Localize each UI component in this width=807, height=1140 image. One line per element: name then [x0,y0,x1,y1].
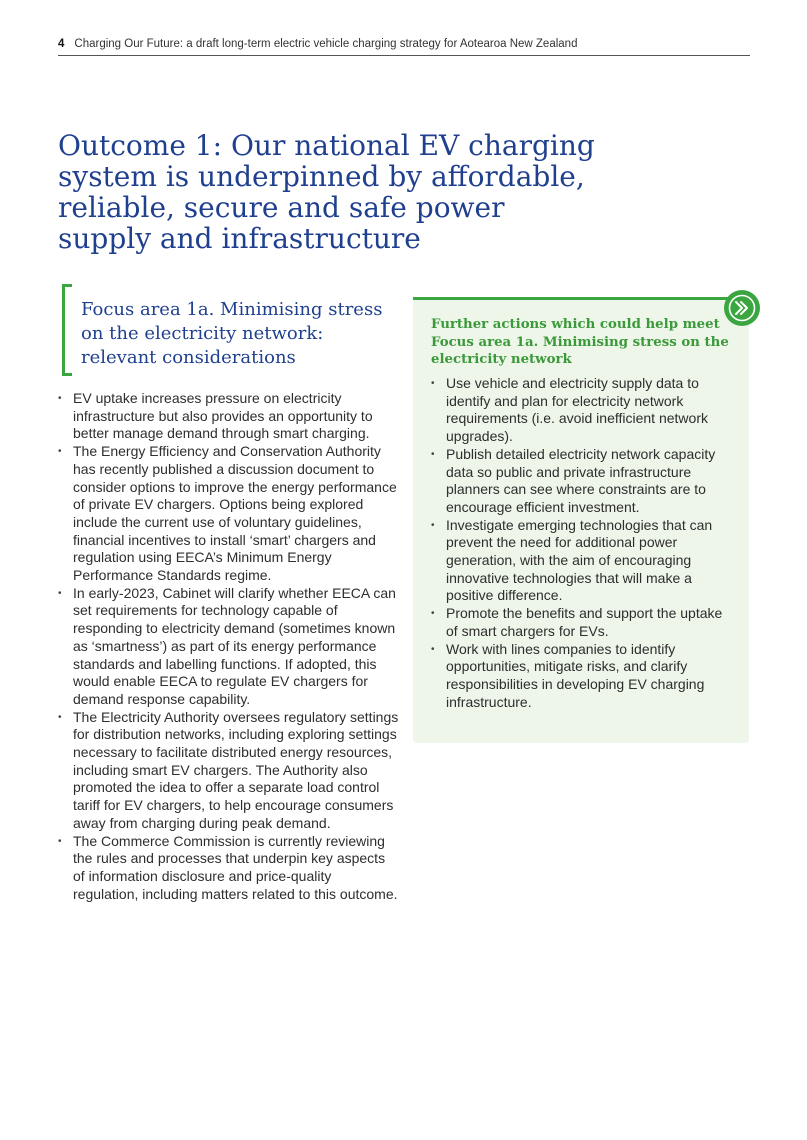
focus-area-heading: Focus area 1a. Minimising stress on the electricity network: relevant considerations [81,299,383,368]
list-item: • In early-2023, Cabinet will clarify whether EECA can set requirements for technology capable of responding to electricity demand (sometimes known as ‘smartness’) as part of its energy performance standards and labelling functions. If adopted, this would enable EECA to regulate EV chargers for demand response capability. [58,585,400,709]
list-item: • Publish detailed electricity network capacity data so public and private infrastructure planners can see where constraints are to encourage efficient investment. [431,446,736,517]
further-actions-heading: Further actions which could help meet Focus area 1a. Minimising stress on the electricity network [431,317,729,367]
page-number: 4 [58,38,65,50]
further-actions-list [431,375,736,711]
list-item: • Promote the benefits and support the uptake of smart chargers for EVs. [431,605,736,640]
list-item: • EV uptake increases pressure on electricity infrastructure but also provides an opportunity to better manage demand through smart charging. [58,390,400,443]
list-item: • Investigate emerging technologies that can prevent the need for additional power generation, with the aim of encouraging innovative technologies that will make a positive difference. [431,517,736,606]
running-title: Charging Our Future: a draft long-term electric vehicle charging strategy for Aotearoa New Zealand [74,38,578,50]
focus-bracket [62,284,72,376]
list-item: • Use vehicle and electricity supply data to identify and plan for electricity network requirements (i.e. avoid inefficient network upgrades). [431,375,736,446]
considerations-list [58,390,400,903]
list-item: • The Commerce Commission is currently reviewing the rules and processes that underpin key aspects of information disclosure and price-quality regulation, including matters related to this outcome. [58,833,400,904]
page-title: Outcome 1: Our national EV charging system is underpinned by affordable, reliable, secure and safe power supply and infrastructure [58,129,595,255]
list-item: • The Energy Efficiency and Conservation Authority has recently published a discussion document to consider options to improve the energy performance of private EV chargers. Options being explored include the current use of voluntary guidelines, financial incentives to install ‘smart’ chargers and regulation using EECA’s Minimum Energy Performance Standards regime. [58,443,400,585]
list-item: • The Electricity Authority oversees regulatory settings for distribution networks, including exploring settings necessary to facilitate distributed energy resources, including smart EV chargers. The Authority also promoted the idea to offer a separate load control tariff for EV chargers, to help encourage consumers away from charging during peak demand. [58,709,400,833]
running-header [58,38,750,56]
list-item: • Work with lines companies to identify opportunities, mitigate risks, and clarify responsibilities in developing EV charging infrastructure. [431,641,736,712]
